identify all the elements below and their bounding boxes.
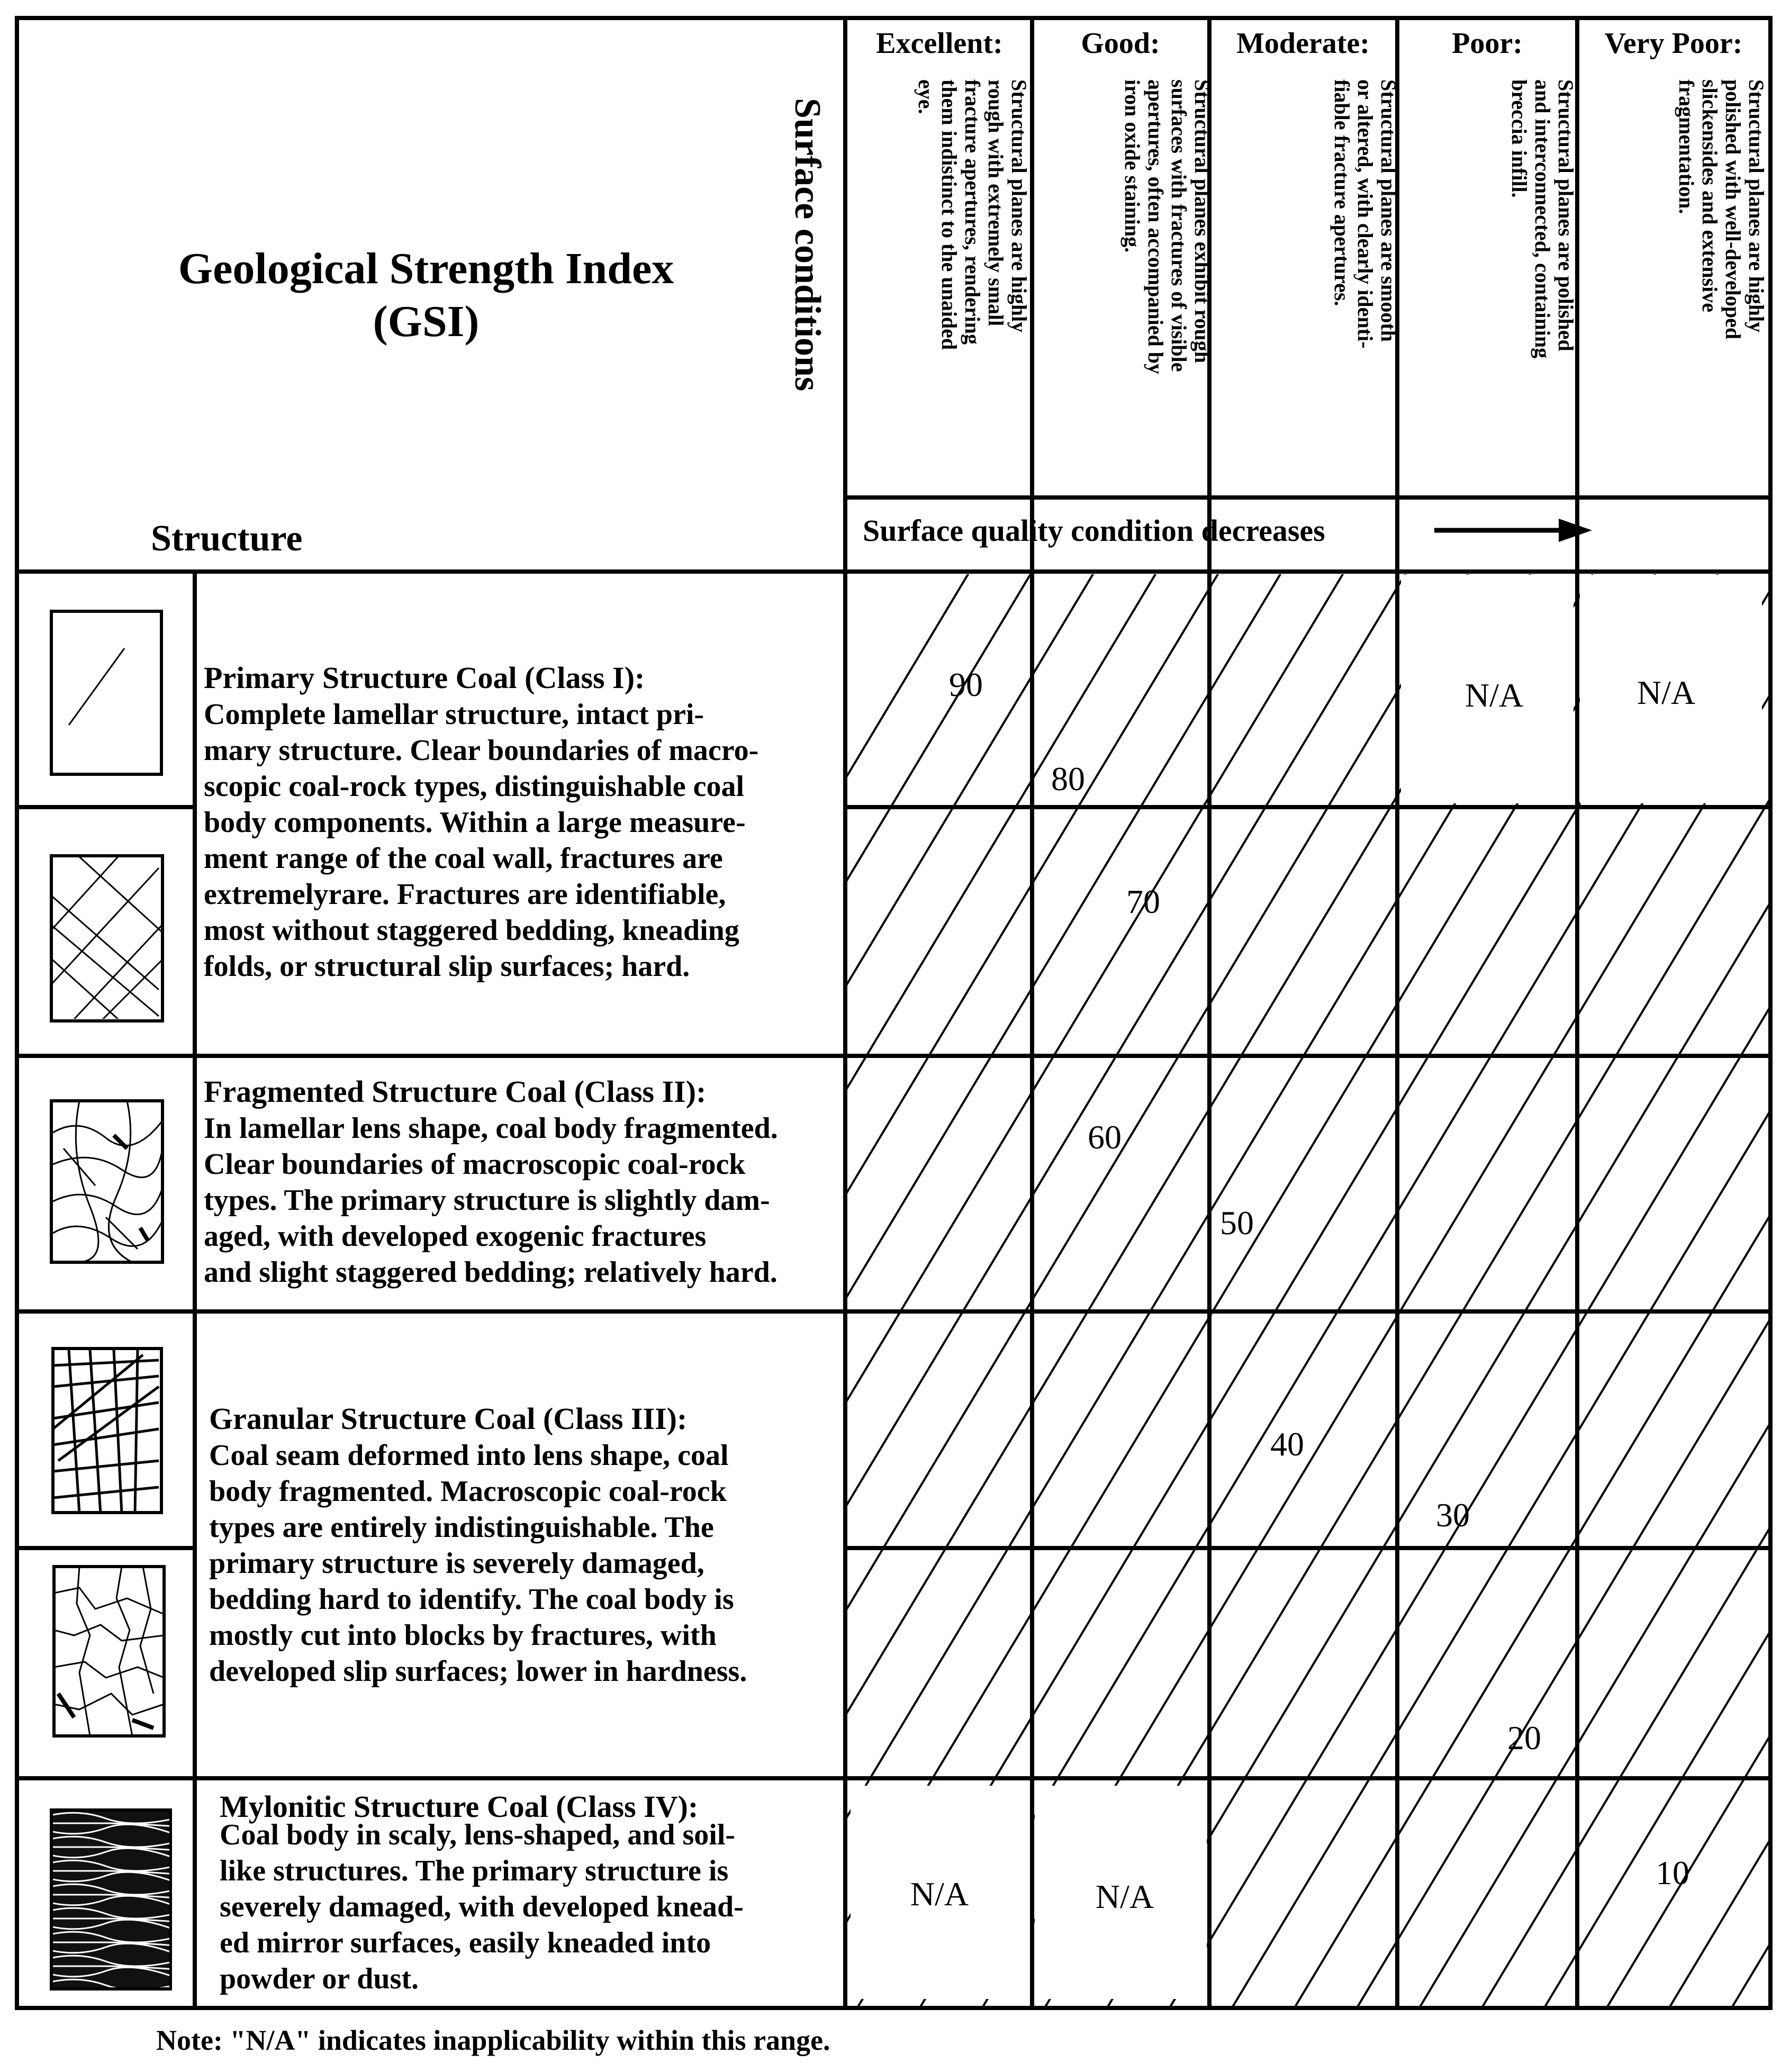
jointed-coal-icon bbox=[21, 847, 201, 1058]
heading-good: Good: bbox=[1081, 27, 1160, 60]
heading-excellent: Excellent: bbox=[876, 27, 1003, 60]
na-label: N/A bbox=[1464, 676, 1524, 714]
class-desc-line: Clear boundaries of macroscopic coal-rock bbox=[204, 1148, 746, 1181]
surface-desc-line: Structural planes are polished bbox=[1554, 79, 1578, 351]
na-label: N/A bbox=[1637, 674, 1696, 711]
arrow-right-icon bbox=[1434, 519, 1592, 542]
title-line2: (GSI) bbox=[373, 297, 480, 346]
class-desc-line: aged, with developed exogenic fractures bbox=[204, 1220, 707, 1253]
gsi-value: 90 bbox=[949, 666, 983, 703]
gsi-value: 70 bbox=[1126, 883, 1160, 920]
surface-desc-line: apertures, often accompanied by bbox=[1144, 79, 1168, 374]
class-desc-line: bedding hard to identify. The coal body is bbox=[209, 1583, 734, 1616]
surface-desc-line: rough with extremely small bbox=[984, 79, 1008, 327]
class-desc-line: Coal body in scaly, lens-shaped, and soil- bbox=[220, 1818, 736, 1851]
surface-desc-line: or altered, with clearly identi- bbox=[1353, 79, 1377, 349]
class-desc-line: ment range of the coal wall, fractures are bbox=[204, 842, 723, 875]
heading-very-poor: Very Poor: bbox=[1604, 27, 1743, 60]
table-grid bbox=[17, 18, 1770, 2008]
surface-desc-line: surfaces with fractures of visible bbox=[1167, 79, 1191, 372]
surface-desc-line: breccia infill. bbox=[1507, 79, 1531, 198]
gsi-value: 50 bbox=[1220, 1204, 1254, 1242]
heading-moderate: Moderate: bbox=[1236, 27, 1370, 60]
surface-desc-line: fragmentation. bbox=[1675, 79, 1698, 214]
class-desc-line: most without staggered bedding, kneading bbox=[204, 914, 739, 947]
class-desc-line: Complete lamellar structure, intact pri- bbox=[204, 698, 704, 731]
gsi-value: 40 bbox=[1270, 1425, 1304, 1463]
class-desc-line: developed slip surfaces; lower in hardness. bbox=[209, 1655, 747, 1688]
class-descriptions bbox=[204, 660, 778, 1995]
class-desc-line: body components. Within a large measure- bbox=[204, 806, 746, 839]
surface-desc-line: Structural planes are smooth bbox=[1377, 79, 1400, 342]
class-desc-line: powder or dust. bbox=[220, 1962, 419, 1995]
surface-desc-line: eye. bbox=[914, 79, 938, 114]
surface-desc-line: iron oxide staining. bbox=[1120, 79, 1144, 253]
surface-desc-line: Structural planes are highly bbox=[1744, 79, 1768, 333]
blocky-coal-icon bbox=[54, 1567, 164, 1736]
gsi-value: 20 bbox=[1507, 1719, 1541, 1757]
mylonitic-coal-icon bbox=[50, 1810, 175, 1990]
heading-poor: Poor: bbox=[1452, 27, 1523, 60]
na-label: N/A bbox=[910, 1875, 969, 1913]
na-label: N/A bbox=[1095, 1878, 1154, 1915]
surface-desc-line: slickensides and extensive bbox=[1698, 79, 1722, 313]
class-desc-line: primary structure is severely damaged, bbox=[209, 1547, 704, 1580]
intact-coal-icon bbox=[51, 611, 161, 774]
class-heading: Primary Structure Coal (Class I): bbox=[204, 660, 645, 695]
gsi-value: 10 bbox=[1656, 1854, 1689, 1892]
class-desc-line: mary structure. Clear boundaries of macro- bbox=[204, 734, 759, 767]
class-desc-line: scopic coal-rock types, distinguishable coal bbox=[204, 770, 745, 803]
arrow-label: Surface quality condition decreases bbox=[863, 513, 1325, 548]
granular-coal-icon bbox=[53, 1349, 161, 1514]
gsi-value: 30 bbox=[1436, 1496, 1470, 1534]
gsi-value: 80 bbox=[1051, 760, 1085, 798]
class-desc-line: types. The primary structure is slightly dam- bbox=[204, 1184, 770, 1217]
na-cells bbox=[851, 575, 1762, 1999]
class-desc-line: like structures. The primary structure is bbox=[220, 1854, 729, 1887]
structure-label: Structure bbox=[151, 518, 303, 559]
class-desc-line: Coal seam deformed into lens shape, coal bbox=[209, 1439, 729, 1472]
surface-desc-line: fracture apertures, rendering bbox=[961, 79, 984, 345]
hatch-line bbox=[543, 423, 1496, 2011]
surface-descriptions bbox=[914, 79, 1768, 374]
class-desc-line: ed mirror surfaces, easily kneaded into bbox=[220, 1926, 711, 1959]
surface-desc-line: fiable fracture apertures. bbox=[1330, 79, 1354, 306]
class-heading: Fragmented Structure Coal (Class II): bbox=[204, 1074, 707, 1109]
class-desc-line: In lamellar lens shape, coal body fragmented. bbox=[204, 1112, 778, 1145]
class-heading: Granular Structure Coal (Class III): bbox=[209, 1401, 688, 1436]
surface-desc-line: Structural planes are highly bbox=[1007, 79, 1031, 333]
class-desc-line: body fragmented. Macroscopic coal-rock bbox=[209, 1475, 727, 1508]
footnote: Note: "N/A" indicates inapplicability within this range. bbox=[156, 2024, 830, 2056]
class-desc-line: extremelyrare. Fractures are identifiable, bbox=[204, 878, 726, 911]
surface-desc-line: them indistinct to the unaided bbox=[937, 79, 961, 350]
class-desc-line: mostly cut into blocks by fractures, with bbox=[209, 1619, 717, 1652]
gsi-value: 60 bbox=[1088, 1118, 1122, 1156]
surface-desc-line: polished with well-developed bbox=[1721, 79, 1745, 340]
fragmented-coal-icon bbox=[51, 1101, 162, 1262]
surface-conditions-label: Surface conditions bbox=[787, 98, 828, 392]
class-desc-line: types are entirely indistinguishable. The bbox=[209, 1511, 714, 1544]
class-desc-line: severely damaged, with developed knead- bbox=[220, 1890, 744, 1923]
title-line1: Geological Strength Index bbox=[178, 244, 674, 293]
class-heading: Mylonitic Structure Coal (Class IV): bbox=[220, 1789, 699, 1824]
surface-desc-line: and interconnected, containing bbox=[1531, 79, 1554, 359]
surface-desc-line: Structural planes exhibit rough bbox=[1190, 79, 1214, 363]
class-desc-line: folds, or structural slip surfaces; hard. bbox=[204, 950, 690, 983]
class-desc-line: and slight staggered bedding; relatively hard. bbox=[204, 1256, 778, 1289]
